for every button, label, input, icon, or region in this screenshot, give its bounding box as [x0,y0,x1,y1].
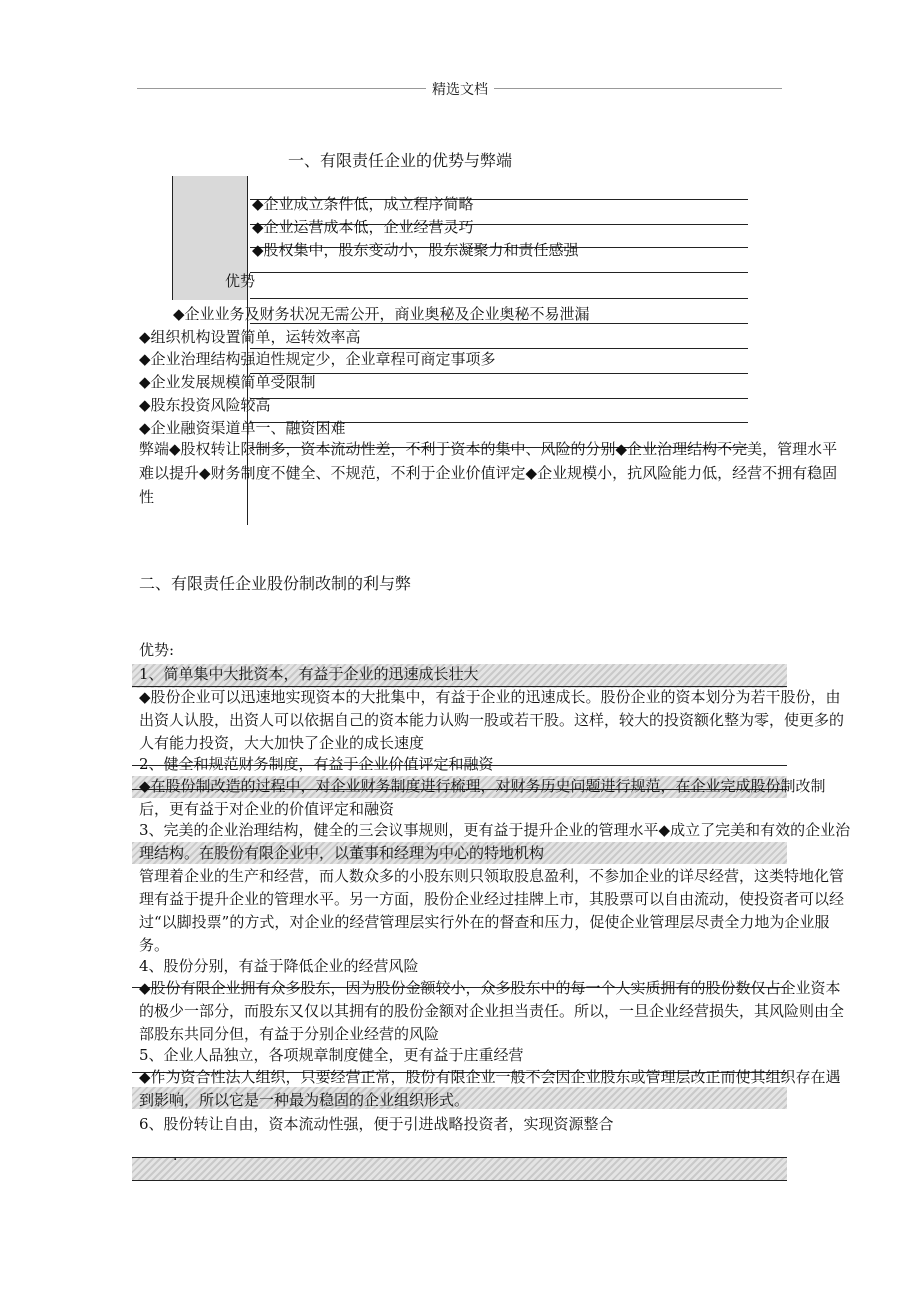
section2-rule [132,1157,787,1158]
disadvantage-item: ◆企业发展规模简单受限制 [139,373,316,391]
section2-title: 二、有限责任企业股份制改制的利与弊 [139,574,412,593]
item1-title: 1、简单集中大批资本，有益于企业的迅速成长壮大 [139,665,479,683]
advantage-item: ◆股权集中，股东变动小，股东凝聚力和责任感强 [252,241,579,259]
advantage-item: ◆企业业务及财务状况无需公开，商业奥秘及企业奥秘不易泄漏 [173,305,590,323]
item6-title: 6、股份转让自由，资本流动性强，便于引进战略投资者，实现资源整合 [139,1115,614,1133]
disadvantage-paragraph: 弊端◆股权转让限制多，资本流动性差，不利于资本的集中、风险的分别◆企业治理结构不完美，管理水平难以提升◆财务制度不健全、不规范，不利于企业价值评定◆企业规模小，抗风险能力低，经营不拥有稳固性 [139,440,838,506]
highlight-band [132,1157,787,1180]
diagram-rule [250,272,748,273]
item3-body: 管理着企业的生产和经营，而人数众多的小股东则只领取股息盈利，不参加企业的详尽经营，这类特地化管理有益于提升企业的管理水平。另一方面，股份企业经过挂牌上市，其股票可以自由流动，使投资者可以经过“以脚投票”的方式，对企业的经营管理层实行外在的督查和压力，促使企业管理层尽责全力地为企业服务。 [139,867,845,954]
item2-body: ◆在股份制改造的过程中，对企业财务制度进行梳理，对财务历史问题进行规范，在企业完成股份制改制后，更有益于对企业的价值评定和融资 [139,777,826,818]
section1-title: 一、有限责任企业的优势与弊端 [288,151,513,170]
advantage-item: ◆企业治理结构强迫性规定少，企业章程可商定事项多 [139,350,496,368]
diagram-rule [250,398,748,399]
section2-rule [132,1180,787,1181]
header-title-wrap [0,79,920,99]
advantages-label: 优势 [225,272,256,290]
advantage-item: ◆企业成立条件低，成立程序简略 [252,195,474,213]
item4-title: 4、股份分别，有益于降低企业的经营风险 [139,957,419,975]
header-title: 精选文档 [426,82,494,98]
footer-dot: . [173,1148,178,1164]
item5-title: 5、企业人品独立，各项规章制度健全，更有益于庄重经营 [139,1046,524,1064]
advantage-item: ◆企业运营成本低，企业经营灵巧 [252,218,474,236]
diagram-rule [250,373,748,374]
item3-title: 3、完美的企业治理结构，健全的三会议事规则，更有益于提升企业的管理水平◆成立了完美和有效的企业治理结构。在股份有限企业中，以董事和经理为中心的特地机构 [139,821,851,862]
item2-title: 2、健全和规范财务制度，有益于企业价值评定和融资 [139,755,494,773]
diagram-rule [250,298,748,299]
disadvantage-item: ◆股东投资风险较高 [139,396,271,414]
disadvantage-item: ◆企业融资渠道单一、融资困难 [139,419,346,437]
section2-advantages-label: 优势: [139,641,175,659]
advantage-item: ◆组织机构设置简单，运转效率高 [139,328,361,346]
item4-body: ◆股份有限企业拥有众多股东，因为股份金额较小，众多股东中的每一个人实质拥有的股份数仅占企业资本的极少一部分，而股东又仅以其拥有的股份金额对企业担当责任。所以，一旦企业经营损失，其风险则由全部股东共同分但，有益于分别企业经营的风险 [139,979,845,1043]
item5-body: ◆作为资合性法人组织，只要经营正常，股份有限企业一般不会因企业股东或管理层改正而使其组织存在遇到影响，所以它是一种最为稳固的企业组织形式。 [139,1068,841,1109]
item1-body: ◆股份企业可以迅速地实现资本的大批集中，有益于企业的迅速成长。股份企业的资本划分为若干股份，由出资人认股，出资人可以依据自己的资本能力认购一股或若干股。这样，较大的投资额化整为零，使更多的人有能力投资，大大加快了企业的成长速度 [139,688,845,752]
diagram-left-rule [172,176,173,300]
